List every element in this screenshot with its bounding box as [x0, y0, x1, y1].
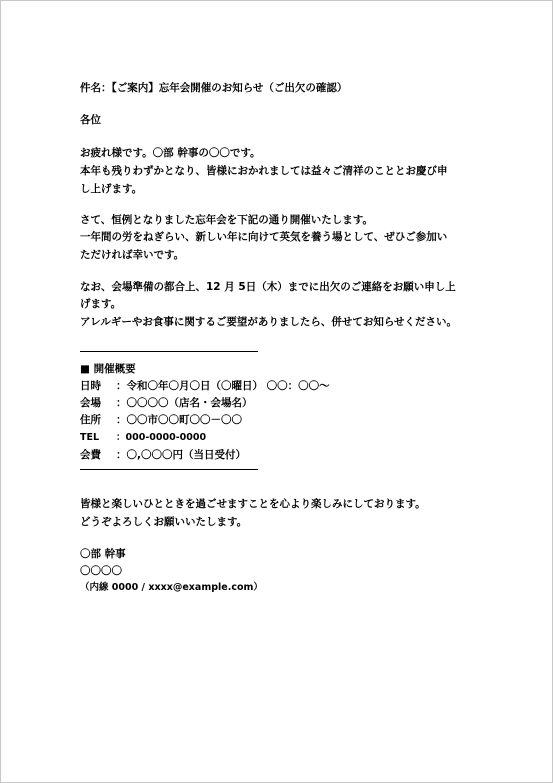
- info-value: ：〇〇市〇〇町〇〇－〇〇: [116, 414, 242, 426]
- closing-line-1: 皆様と楽しいひとときを過ごせますことを心より楽しみにしております。: [80, 498, 426, 510]
- body2-line-3: アレルギーやお食事に関するご要望がありましたら、併せてお知らせください。: [80, 316, 458, 328]
- body2-line-1: なお、会場準備の都合上、12 月 5日（木）までに出欠のご連絡をお願い申し上: [80, 281, 456, 293]
- overview-heading: ■ 開催概要: [80, 363, 136, 375]
- info-key: TEL: [80, 432, 100, 443]
- info-key: 会費: [80, 449, 101, 461]
- info-value: ：000-0000-0000: [116, 432, 207, 443]
- separator-top: [80, 351, 258, 352]
- info-key: 住所: [80, 414, 101, 426]
- info-value: ：令和〇年〇月〇日（〇曜日） 〇〇：〇〇～: [116, 380, 330, 392]
- body2-line-2: げます。: [80, 298, 122, 310]
- info-key: 会場: [80, 397, 101, 409]
- subject-line: 件名：【ご案内】忘年会開催のお知らせ（ご出欠の確認）: [80, 82, 348, 94]
- separator-bottom: [80, 469, 258, 470]
- body1-line-1: さて、恒例となりました忘年会を下記の通り開催いたします。: [80, 214, 373, 226]
- body1-line-2: 一年間の労をねぎらい、新しい年に向けて英気を養う場として、ぜひご参加い: [80, 231, 448, 243]
- signature-contact: （内線 0000 / xxxx@example.com）: [80, 582, 263, 593]
- info-row-tel: [80, 431, 206, 445]
- closing-line-2: どうぞよろしくお願いいたします。: [80, 516, 248, 528]
- intro-line-2: 本年も残りわずかとなり、皆様におかれましては益々ご清祥のこととお慶び申: [80, 165, 448, 177]
- info-row-venue: [80, 396, 253, 410]
- intro-line-3: し上げます。: [80, 183, 143, 195]
- intro-line-1: お疲れ様です。〇部 幹事の〇〇です。: [80, 147, 261, 159]
- signature-dept: 〇部 幹事: [80, 548, 126, 560]
- info-key: 日時: [80, 380, 101, 392]
- info-row-address: [80, 413, 242, 427]
- greeting: 各位: [80, 114, 101, 126]
- info-row-fee: [80, 448, 246, 462]
- signature-name: 〇〇〇〇: [80, 565, 122, 577]
- info-value: ：〇,〇〇〇円（当日受付）: [116, 449, 246, 461]
- body1-line-3: ただければ幸いです。: [80, 249, 185, 261]
- info-value: ：〇〇〇〇（店名・会場名）: [116, 397, 253, 409]
- info-row-datetime: [80, 379, 330, 393]
